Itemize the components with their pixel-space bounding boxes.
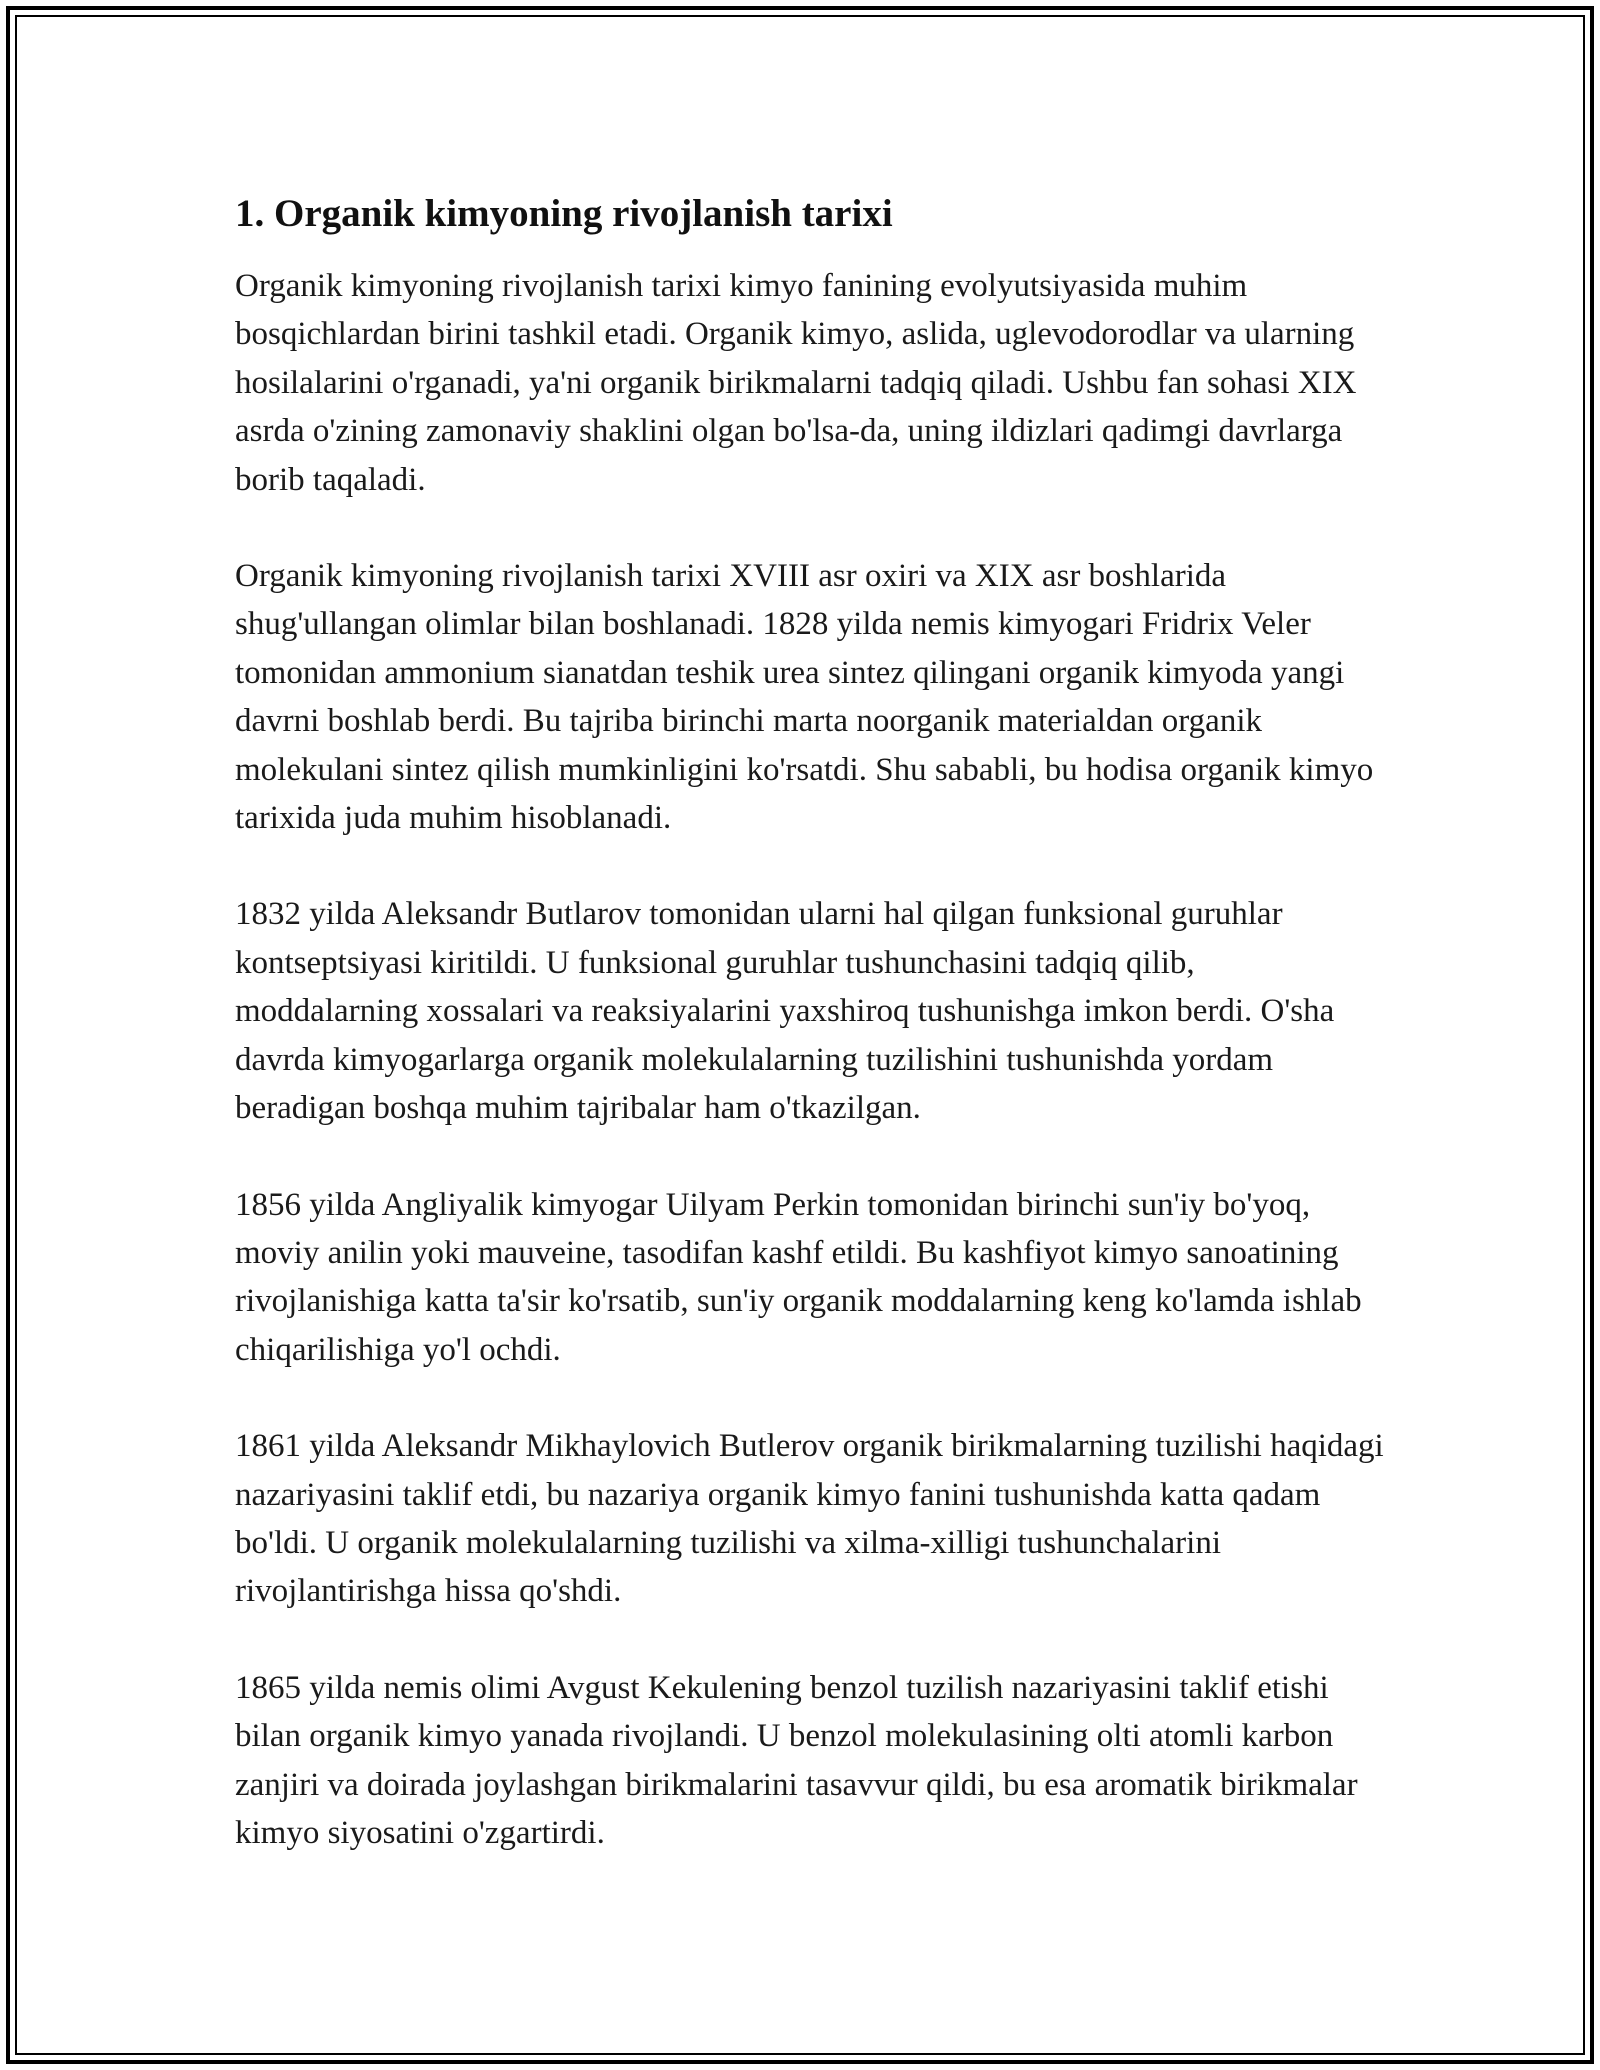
section-title: 1. Organik kimyoning rivojlanish tarixi bbox=[235, 192, 893, 235]
document-body bbox=[235, 188, 1385, 1905]
paragraph-1861: 1861 yilda Aleksandr Mikhaylovich Butlerov organik birikmalarning tuzilishi haqidagi nazariyasini taklif etdi, bu nazariya organik kimyo fanini tushunishda katta qadam bo'ldi. U organik molekulalarning tuzilishi va xilma-xilligi tushunchalarini rivojlantirishga hissa qo'shdi. bbox=[235, 1428, 1384, 1610]
paragraph-1832: 1832 yilda Aleksandr Butlarov tomonidan ularni hal qilgan funksional guruhlar kontseptsiyasi kiritildi. U funksional guruhlar tushunchasini tadqiq qilib, moddalarning xossalari va reaksiyalarini yaxshiroq tushunishga imkon berdi. O'sha davrda kimyogarlarga organik molekulalarning tuzilishini tushunishda yordam beradigan boshqa muhim tajribalar ham o'tkazilgan. bbox=[235, 896, 1335, 1127]
paragraph-1865: 1865 yilda nemis olimi Avgust Kekulening benzol tuzilish nazariyasini taklif etishi bilan organik kimyo yanada rivojlandi. U benzol molekulasining olti atomli karbon zanjiri va doirada joylashgan birikmalarini tasavvur qildi, bu esa aromatik birikmalar kimyo siyosatini o'zgartirdi. bbox=[235, 1669, 1358, 1851]
paragraph-1828: Organik kimyoning rivojlanish tarixi XVIII asr oxiri va XIX asr boshlarida shug'ullangan olimlar bilan boshlanadi. 1828 yilda nemis kimyogari Fridrix Veler tomonidan ammonium sianatdan teshik urea sintez qilingani organik kimyoda yangi davrni boshlab berdi. Bu tajriba birinchi marta noorganik materialdan organik molekulani sintez qilish mumkinligini ko'rsatdi. Shu sababli, bu hodisa organik kimyo tarixida juda muhim hisoblanadi. bbox=[235, 558, 1374, 837]
paragraph-1856: 1856 yilda Angliyalik kimyogar Uilyam Perkin tomonidan birinchi sun'iy bo'yoq, moviy anilin yoki mauveine, tasodifan kashf etildi. Bu kashfiyot kimyo sanoatining rivojlanishiga katta ta'sir ko'rsatib, sun'iy organik moddalarning keng ko'lamda ishlab chiqarilishiga yo'l ochdi. bbox=[235, 1186, 1362, 1368]
paragraph-intro: Organik kimyoning rivojlanish tarixi kimyo fanining evolyutsiyasida muhim bosqichlardan birini tashkil etadi. Organik kimyo, aslida, uglevodorodlar va ularning hosilalarini o'rganadi, ya'ni organik birikmalarni tadqiq qiladi. Ushbu fan sohasi XIX asrda o'zining zamonaviy shaklini olgan bo'lsa-da, uning ildizlari qadimgi davrlarga borib taqaladi. bbox=[235, 268, 1357, 498]
